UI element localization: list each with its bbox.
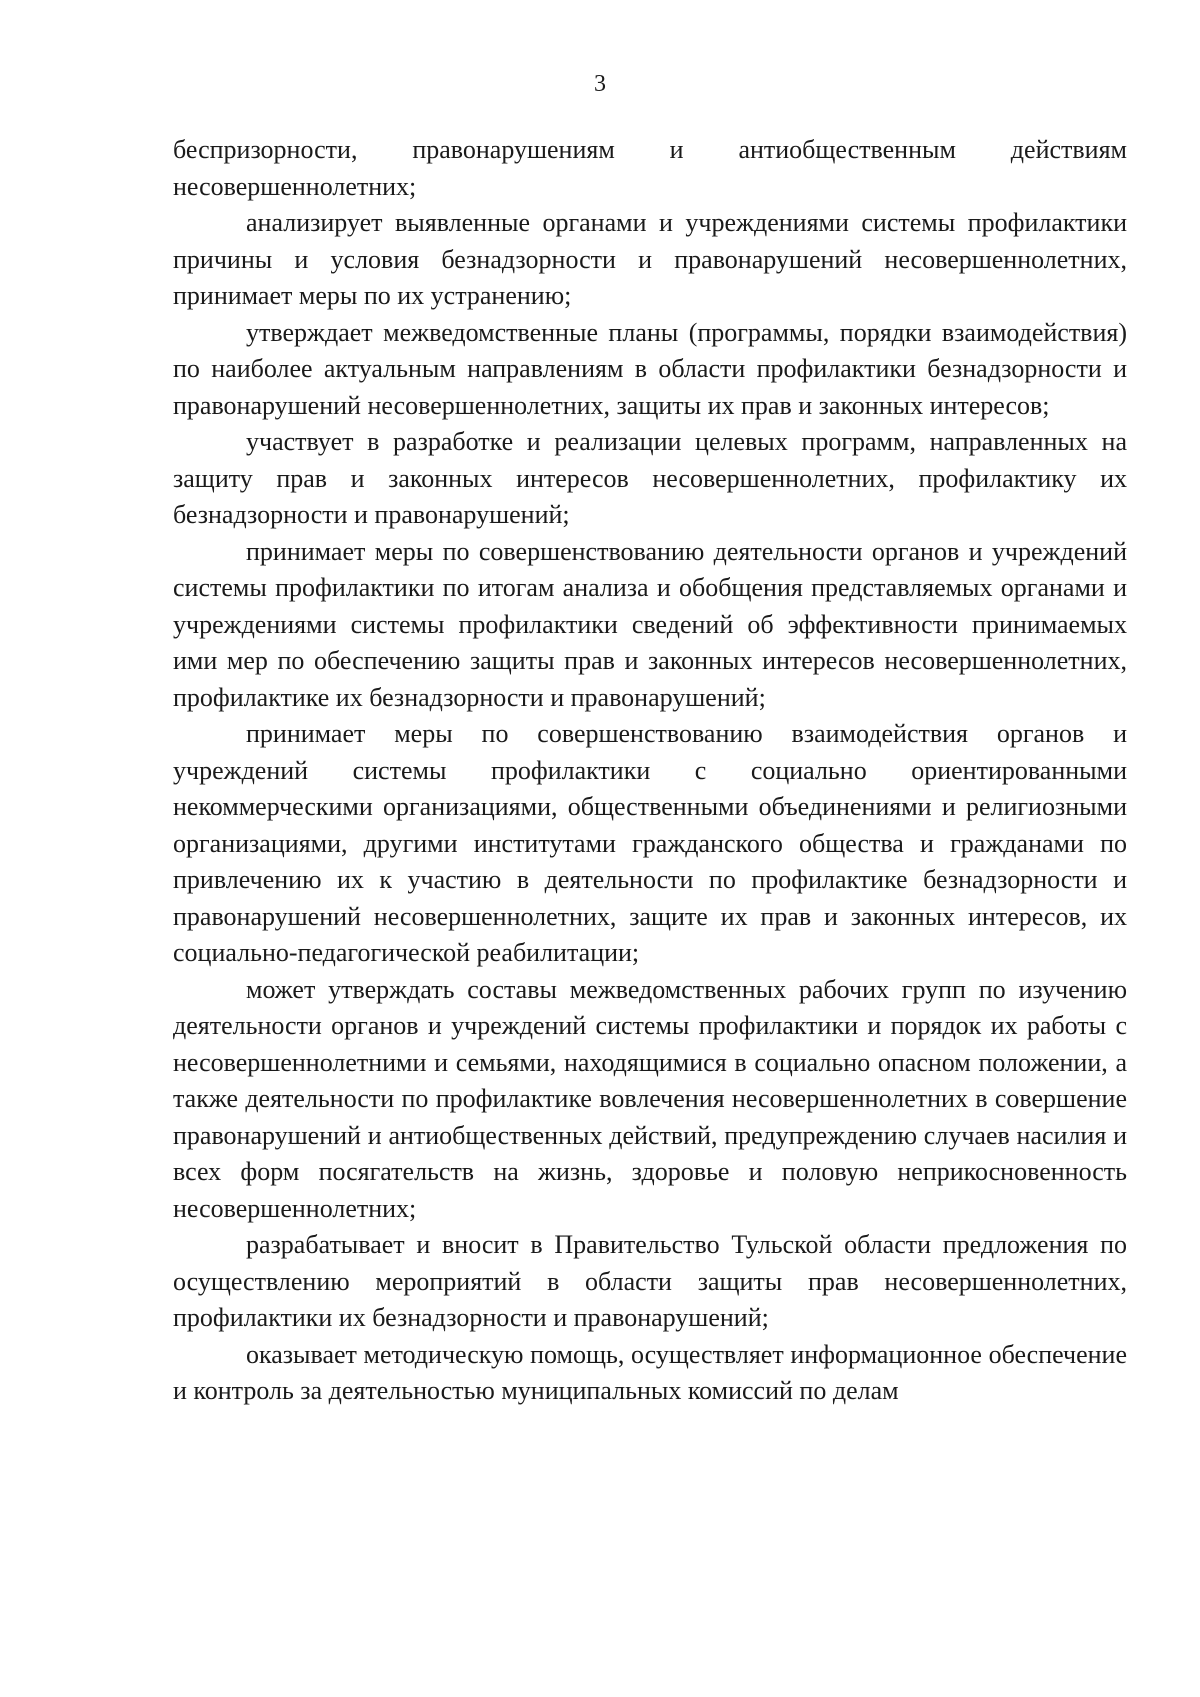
paragraph: оказывает методическую помощь, осуществляет информационное обеспечение и контроль за деятельностью муниципальных комиссий по делам <box>173 1339 1127 1405</box>
document-body <box>173 132 1127 1410</box>
page-number: 3 <box>594 71 606 97</box>
paragraph: участвует в разработке и реализации целевых программ, направленных на защиту прав и законных интересов несовершеннолетних, профилактику их безнадзорности и правонарушений; <box>173 427 1127 529</box>
paragraph: может утверждать составы межведомственных рабочих групп по изучению деятельности органов и учреждений системы профилактики и порядок их работы с несовершеннолетними и семьями, находящимися в социально опасном положении, а также деятельности по профилактике вовлечения несовершеннолетних в совершение правонарушений и антиобщественных действий, предупреждению случаев насилия и всех форм посягательств на жизнь, здоровье и половую неприкосновенность несовершеннолетних; <box>173 974 1127 1223</box>
paragraph: беспризорности, правонарушениям и антиобщественным действиям несовершеннолетних; <box>173 135 1127 201</box>
paragraph: утверждает межведомственные планы (программы, порядки взаимодействия) по наиболее актуальным направлениям в области профилактики безнадзорности и правонарушений несовершеннолетних, защиты их прав и законных интересов; <box>173 317 1127 420</box>
paragraph: разрабатывает и вносит в Правительство Тульской области предложения по осуществлению мероприятий в области защиты прав несовершеннолетних, профилактики их безнадзорности и правонарушений; <box>173 1230 1127 1332</box>
paragraph: принимает меры по совершенствованию взаимодействия органов и учреждений системы профилактики с социально ориентированными некоммерческими организациями, общественными объединениями и религиозными организациями, другими институтами гражданского общества и гражданами по привлечению их к участию в деятельности по профилактике безнадзорности и правонарушений несовершеннолетних, защите их прав и законных интересов, их социально-педагогической реабилитации; <box>173 719 1127 967</box>
paragraph: анализирует выявленные органами и учреждениями системы профилактики причины и условия безнадзорности и правонарушений несовершеннолетних, принимает меры по их устранению; <box>173 208 1127 310</box>
paragraph: принимает меры по совершенствованию деятельности органов и учреждений системы профилактики по итогам анализа и обобщения представляемых органами и учреждениями системы профилактики сведений об эффективности принимаемых ими мер по обеспечению защиты прав и законных интересов несовершеннолетних, профилактике их безнадзорности и правонарушений; <box>173 536 1127 712</box>
